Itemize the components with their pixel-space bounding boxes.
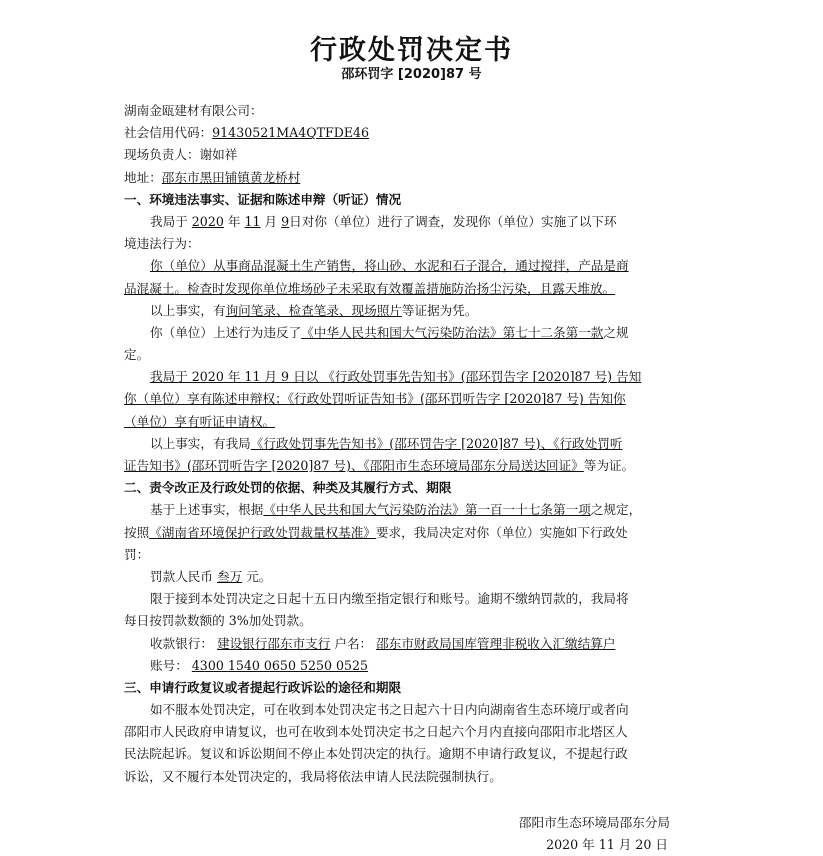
inv-month: 11 [244,213,261,229]
section2-heading: 二、责令改正及行政处罚的依据、种类及其履行方式、期限 [124,480,452,496]
holder-name: 邵东市财政局国库管理非税收入汇缴结算户 [376,635,616,651]
evidence-b: 等证据为凭。 [401,302,478,318]
evidence-items: 询问笔录、检查笔录、现场照片 [225,302,402,318]
address-line [124,167,700,189]
violation-line1 [124,322,700,344]
inv-text-a: 我局于 [150,213,188,229]
fine-b: 元。 [246,568,272,584]
basis-b: 之规定， [590,502,642,518]
appeal-line4: 诉讼，又不履行本处罚决定的，我局将依法申请人民法院强制执行。 [124,768,502,784]
violation-law: 《中华人民共和国大气污染防治法》第七十二条第一款 [301,324,604,340]
appeal-line2: 邵阳市人民政府申请复议，也可在收到本处罚决定书之日起六个月内直接向邵阳市北塔区人 [124,724,628,740]
bank-label: 收款银行： [150,635,213,651]
basis-law: 《中华人民共和国大气污染防治法》第一百一十七条第一项 [263,502,591,518]
address-label: 地址： [124,169,162,185]
document-title: 行政处罚决定书 [310,35,513,66]
signature-date: 2020 年 11 月 20 日 [546,837,668,852]
appeal-line1: 如不服本处罚决定，可在收到本处罚决定书之日起六十日内向湖南省生态环境厅或者向 [150,702,629,718]
inv-year: 2020 [191,213,224,229]
fine-amount: 叁万 [216,568,243,584]
basis-line1 [124,499,700,521]
evidence-line [124,300,700,322]
holder-label: 户名： [334,635,373,651]
section3-heading: 三、申请行政复议或者提起行政诉讼的途径和期限 [124,679,402,695]
proof-docs-cont: 证告知书》(邵环罚听告字 [2020]87 号)、《邵阳市生态环境局邵东分局送达回证》 [124,458,584,473]
bank-line [124,633,700,655]
account-line [124,655,700,677]
proof-a: 以上事实，有我局 [150,435,251,451]
bank-name: 建设银行邵东市支行 [216,635,331,651]
credit-code-line [124,122,700,144]
party-name: 湖南金瓯建材有限公司： [124,103,263,118]
account-label: 账号： [150,657,188,673]
inv-month-unit: 月 [264,213,278,229]
proof-b: 等为证。 [583,458,635,473]
investigation-line1 [124,211,700,233]
fact-line2: 品混凝土。检查时发现你单位堆场砂子未采取有效覆盖措施防治扬尘污染，且露天堆放。 [124,280,616,296]
basis-line2 [124,522,700,544]
section1-heading: 一、环境违法事实、证据和陈述申辩（听证）情况 [124,191,402,207]
inv-day: 9 [281,213,290,229]
evidence-a: 以上事实，有 [150,302,226,318]
payment-line1: 限于接到本处罚决定之日起十五日内缴至指定银行和账号。逾期不缴纳罚款的，我局将 [150,591,629,607]
credit-code-value: 91430521MA4QTFDE46 [212,125,370,141]
notice-line3: （单位）享有听证申请权。 [124,413,276,429]
basis-standard: 《湖南省环境保护行政处罚裁量权基准》 [149,524,376,540]
notice-line2: 你（单位）享有陈述申辩权；《行政处罚听证告知书》(邵环罚听告字 [2020]87 号) 告知你 [124,391,626,407]
violation-line2: 定。 [124,347,150,363]
signature-org: 邵阳市生态环境局邵东分局 [518,814,670,830]
site-person: 现场负责人：谢如祥 [124,147,238,163]
proof-docs: 《行政处罚事先告知书》(邵环罚告字 [2020]87 号)、《行政处罚听 [250,435,623,451]
payment-line2: 每日按罚款数额的 3%加处罚款。 [124,613,312,629]
credit-code-label: 社会信用代码： [124,125,213,141]
fine-a: 罚款人民币 [150,568,213,584]
proof-line2 [124,455,700,477]
violation-a: 你（单位）上述行为违反了 [150,324,302,340]
violation-b: 之规 [603,324,629,340]
fine-line [124,566,700,588]
account-number: 4300 1540 0650 5250 0525 [191,657,369,673]
appeal-line3: 民法院起诉。复议和诉讼期间不停止本处罚决定的执行。逾期不申请行政复议，不提起行政 [124,746,628,762]
basis-line2-a: 按照 [124,524,150,540]
notice-line1: 我局于 2020 年 11 月 9 日以 《行政处罚事先告知书》(邵环罚告字 [2020]87 号) 告知 [150,369,642,385]
inv-text-b: 日对你（单位）进行了调查，发现你（单位）实施了以下环 [289,213,617,229]
document-number: 邵环罚字 [2020]87 号 [341,67,482,82]
proof-line1 [124,433,700,455]
basis-line2-b: 要求，我局决定对你（单位）实施如下行政处 [375,524,628,540]
basis-a: 基于上述事实，根据 [150,502,264,518]
basis-line3: 罚： [124,546,150,562]
investigation-line2: 境违法行为： [124,236,200,252]
document-body [124,100,700,856]
inv-year-unit: 年 [227,213,241,229]
fact-line1: 你（单位）从事商品混凝土生产销售，将山砂、水泥和石子混合，通过搅拌，产品是商 [150,258,629,274]
address-value: 邵东市黑田铺镇黄龙桥村 [161,169,301,185]
